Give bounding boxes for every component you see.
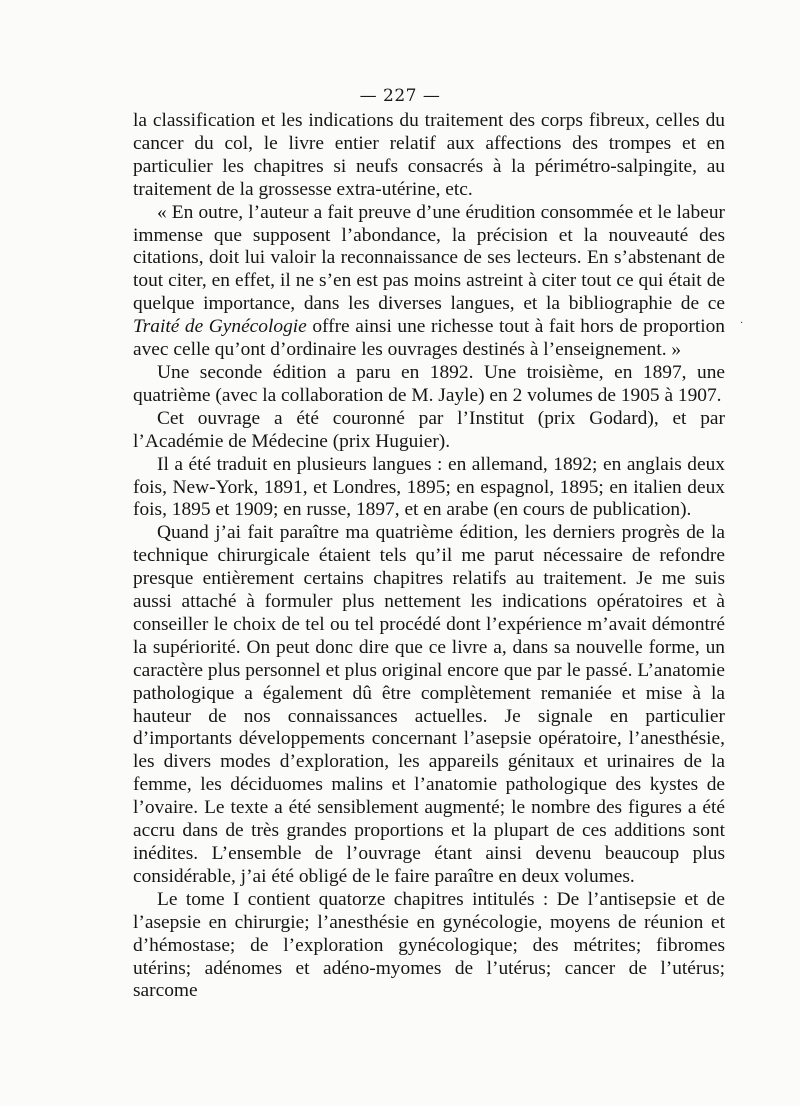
page-number: — 227 — [359,86,441,106]
paragraph-tome-one: Le tome I contient quatorze chapitres intitulés : De l’antisepsie et de l’asepsie en chirurgie; l’anesthésie en gynécologie, moyens de réunion et d’hémostase; de l’exploration gynécologique; des métrites; fibromes utérins; adénomes et adéno-myomes de l’utérus; cancer de l’utérus; sarcome [133,888,725,1002]
paragraph-continuation: la classification et les indications du traitement des corps fibreux, celles du cancer du col, le livre entier relatif aux affections des trompes et en particulier les chapitres si neufs consacrés à la périmétro-salpingite, au traitement de la grossesse extra-utérine, etc. [133,110,725,200]
margin-mark: · [740,318,744,329]
quote-tail: offre ainsi une richesse tout à fait hors de proportion avec celle qu’ont d’ordinaire les ouvrages destinés à l’enseignement. » [133,316,725,361]
paragraph-translations: Il a été traduit en plusieurs langues : en allemand, 1892; en anglais deux fois, New-York, 1891, et Londres, 1895; en espagnol, 1895; en italien deux fois, 1895 et 1909; en russe, 1897, et en arabe (en cours de publication). [133,453,725,521]
paragraph-awards: Cet ouvrage a été couronné par l’Institut (prix Godard), et par l’Académie de Médecine (prix Huguier). [133,407,725,452]
book-title: Traité de Gynécologie [133,316,307,338]
paragraph-fourth-edition: Quand j’ai fait paraître ma quatrième édition, les derniers progrès de la technique chirurgicale étaient tels qu’il me parut nécessaire de refondre presque entièrement certains chapitres relatifs au traitement. Je me suis aussi attaché à formuler plus nettement les indications opératoires et à conseiller le choix de tel ou tel procédé dont l’expérience m’avait démontré la supériorité. On peut donc dire que ce livre a, dans sa nouvelle forme, un caractère plus personnel et plus original encore que par le passé. L’anatomie pathologique a également dû être complètement remaniée et mise à la hauteur de nos connaissances actuelles. Je signale en particulier d’importants développements concernant l’asepsie opératoire, l’anesthésie, les divers modes d’exploration, les appareils génitaux et urinaires de la femme, les déciduomes malins et l’anatomie pathologique des kystes de l’ovaire. Le texte a été sensiblement augmenté; le nombre des figures a été accru dans de très grandes proportions et la plupart de ces additions sont inédites. L’ensemble de l’ouvrage étant ainsi devenu beaucoup plus considérable, j’ai été obligé de le faire paraître en deux volumes. [133,522,725,887]
paragraph-editions: Une seconde édition a paru en 1892. Une troisième, en 1897, une quatrième (avec la collaboration de M. Jayle) en 2 volumes de 1905 à 1907. [133,361,725,406]
quote-text: « En outre, l’auteur a fait preuve d’une érudition consommée et le labeur immense que supposent l’abondance, la précision et la nouveauté des citations, doit lui valoir la reconnaissance de ses lecteurs. En s’abstenant de tout citer, en effet, il ne s’en est pas moins astreint à citer tout ce qui était de quelque importance, dans les diverses langues, et la bibliographie de ce [133,201,725,315]
page-body [133,110,725,1003]
paragraph-quote [133,202,725,362]
